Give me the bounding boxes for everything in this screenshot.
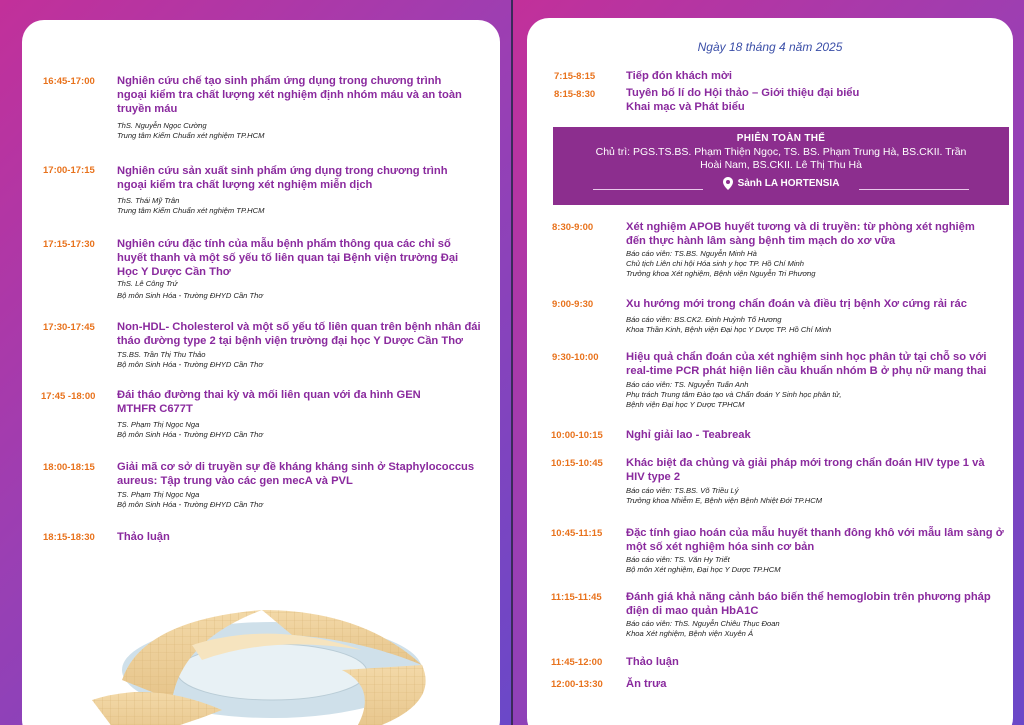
session-title: Nghiên cứu chế tạo sinh phẩm ứng dụng trong chương trình ngoại kiểm tra chất lượng xét nghiệm định nhóm máu và an toàn truyền máu [117, 75, 462, 115]
plenary-chair: Chủ trì: PGS.TS.BS. Phạm Thiện Ngọc, TS. BS. Phạm Trung Hà, BS.CKII. Trần Hoài Nam, BS.CKII. Lê Thị Thu Hà [595, 146, 967, 171]
session-affiliation: Khoa Xét nghiệm, Bệnh viện Xuyên Á [626, 629, 754, 638]
session-time: 11:45-12:00 [551, 657, 603, 668]
session-speaker: Báo cáo viên: ThS. Nguyễn Chiêu Thục Đoan [626, 619, 780, 628]
session-title: Đặc tính giao hoán của mẫu huyết thanh đông khô với mẫu lâm sàng ở một số xét nghiệm hóa sinh cơ bản [626, 527, 1004, 553]
session-time: 17:15-17:30 [43, 239, 95, 250]
session-speaker: ThS. Thái Mỹ Trân [117, 196, 180, 205]
session-time: 10:15-10:45 [551, 458, 603, 469]
session-affiliation: Chủ tịch Liên chi hội Hóa sinh y học TP. Hồ Chí Minh [626, 259, 804, 268]
session-title: Thảo luận [117, 531, 170, 543]
venue-label: Sảnh LA HORTENSIA [737, 178, 840, 189]
divider [859, 189, 969, 190]
session-affiliation: Trung tâm Kiểm Chuẩn xét nghiệm TP.HCM [117, 206, 265, 215]
plenary-title: PHIÊN TOÀN THỂ [736, 133, 826, 144]
session-affiliation: Trưởng khoa Xét nghiệm, Bệnh viện Nguyễn Tri Phương [626, 269, 816, 278]
session-time: 12:00-13:30 [551, 679, 603, 690]
session-time: 9:00-9:30 [552, 299, 594, 310]
session-time: 10:00-10:15 [551, 430, 603, 441]
session-affiliation: Trưởng khoa Nhiễm E, Bệnh viện Bệnh Nhiệt Đới TP.HCM [626, 496, 823, 505]
session-affiliation: Bộ môn Sinh Hóa - Trường ĐHYD Cần Thơ [117, 430, 263, 439]
session-title: Nghỉ giải lao - Teabreak [626, 429, 751, 441]
session-title: Đánh giá khả năng cảnh báo biến thể hemoglobin trên phương pháp điện di mao quản HbA1C [626, 591, 991, 617]
session-title: Xu hướng mới trong chẩn đoán và điều trị bệnh Xơ cứng rải rác [626, 298, 967, 310]
location-pin-icon [723, 177, 733, 190]
session-title: Non-HDL- Cholesterol và một số yếu tố liên quan trên bệnh nhân đái tháo đường type 2 tại bệnh viện trường đại học Y Dược Cần Thơ [117, 321, 481, 347]
right-card [527, 18, 1013, 725]
day-heading: Ngày 18 tháng 4 năm 2025 [697, 40, 843, 54]
session-title: Nghiên cứu đặc tính của mẫu bệnh phẩm thông qua các chỉ số huyết thanh và một số yếu tố liên quan tại Bệnh viện trường Đại Học Y Dược Cần Thơ [117, 238, 459, 278]
left-page [0, 0, 511, 725]
session-affiliation: Trung tâm Kiểm Chuẩn xét nghiệm TP.HCM [117, 131, 265, 140]
session-affiliation: Khoa Thần Kinh, Bệnh viện Đại học Y Dược TP. Hồ Chí Minh [626, 325, 832, 334]
stadium-illustration [62, 580, 482, 725]
session-time: 8:30-9:00 [552, 222, 594, 233]
session-title: Xét nghiệm APOB huyết tương và di truyền: từ phòng xét nghiệm đến thực hành lâm sàng bệnh tim mạch do xơ vữa [626, 221, 975, 247]
session-affiliation: Bệnh viện Đại học Y Dược TPHCM [626, 400, 745, 409]
session-title: Đái tháo đường thai kỳ và mối liên quan với đa hình GEN MTHFR C677T [117, 389, 421, 415]
session-title: Ăn trưa [626, 678, 667, 690]
right-page [513, 0, 1024, 725]
session-speaker: TS.BS. Trần Thị Thu Thảo [117, 350, 206, 359]
session-time: 18:15-18:30 [43, 532, 95, 543]
session-speaker: TS. Phạm Thị Ngọc Nga [117, 490, 200, 499]
session-affiliation: Bộ môn Xét nghiệm, Đại học Y Dược TP.HCM [626, 565, 781, 574]
session-affiliation: Phụ trách Trung tâm Đào tạo và Chẩn đoán Y Sinh học phân tử, [626, 390, 842, 399]
opening-time: 7:15-8:15 [554, 71, 596, 82]
session-time: 10:45-11:15 [551, 528, 603, 539]
left-card [22, 20, 500, 725]
session-affiliation: Bộ môn Sinh Hóa - Trường ĐHYD Cần Thơ [117, 291, 263, 300]
divider [593, 189, 703, 190]
session-speaker: Báo cáo viên: TS.BS. Nguyễn Minh Hà [626, 249, 757, 258]
session-time: 17:45 -18:00 [41, 391, 96, 402]
opening-title: Tuyên bố lí do Hội thảo – Giới thiệu đại biểu Khai mạc và Phát biểu [626, 87, 860, 113]
session-speaker: TS. Phạm Thị Ngọc Nga [117, 420, 200, 429]
session-title: Hiệu quả chẩn đoán của xét nghiệm sinh học phân tử tại chỗ so với real-time PCR phát hiện liên cầu khuẩn nhóm B ở phụ nữ mang thai [626, 351, 987, 377]
session-speaker: Báo cáo viên: TS. Nguyễn Tuấn Anh [626, 380, 749, 389]
plenary-banner [553, 127, 1009, 205]
session-speaker: Báo cáo viên: TS. Văn Hy Triết [626, 555, 730, 564]
session-title: Thảo luận [626, 656, 679, 668]
session-time: 9:30-10:00 [552, 352, 599, 363]
session-speaker: Báo cáo viên: BS.CK2. Đinh Huỳnh Tố Hương [626, 315, 782, 324]
session-time: 16:45-17:00 [43, 76, 95, 87]
session-title: Giải mã cơ sở di truyền sự đề kháng kháng sinh ở Staphylococcus aureus: Tập trung vào các gen mecA và PVL [117, 461, 475, 487]
session-speaker: Báo cáo viên: TS.BS. Võ Triều Lý [626, 486, 739, 495]
session-title: Khác biệt đa chủng và giải pháp mới trong chẩn đoán HIV type 1 và HIV type 2 [626, 457, 985, 483]
session-title: Nghiên cứu sản xuất sinh phẩm ứng dụng trong chương trình ngoại kiểm tra chất lượng xét nghiệm miễn dịch [117, 165, 448, 191]
session-affiliation: Bộ môn Sinh Hóa - Trường ĐHYD Cần Thơ [117, 360, 263, 369]
session-time: 11:15-11:45 [551, 592, 602, 603]
session-speaker: ThS. Lê Công Trứ [117, 279, 178, 288]
session-time: 17:30-17:45 [43, 322, 95, 333]
opening-time: 8:15-8:30 [554, 89, 596, 100]
session-affiliation: Bộ môn Sinh Hóa - Trường ĐHYD Cần Thơ [117, 500, 263, 509]
session-speaker: ThS. Nguyễn Ngọc Cường [117, 121, 207, 130]
session-time: 17:00-17:15 [43, 165, 95, 176]
opening-title: Tiếp đón khách mời [626, 70, 732, 82]
session-time: 18:00-18:15 [43, 462, 95, 473]
